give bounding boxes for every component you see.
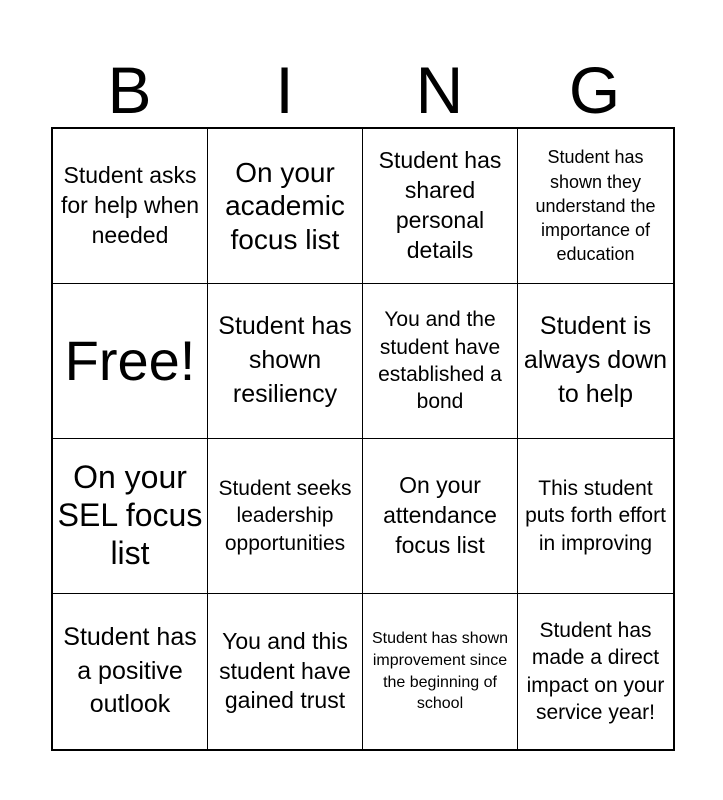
bingo-cell[interactable] <box>208 594 363 749</box>
bingo-cell[interactable] <box>53 594 208 749</box>
header-letter-i: I <box>275 53 294 127</box>
header-letter-n: N <box>415 53 464 127</box>
bingo-cell[interactable] <box>208 284 363 439</box>
bingo-cell[interactable] <box>53 439 208 594</box>
cell-text: Student has shown resiliency <box>218 312 352 408</box>
cell-text: Student asks for help when needed <box>60 162 200 248</box>
bingo-header <box>52 52 672 128</box>
bingo-cell[interactable] <box>363 284 518 439</box>
cell-text: Student has made a direct impact on your service year! <box>526 618 665 724</box>
cell-text: Student has shown they understand the importance of education <box>535 147 656 265</box>
cell-text: On your academic focus list <box>225 156 345 255</box>
bingo-cell[interactable] <box>518 439 673 594</box>
bingo-cell[interactable] <box>518 129 673 284</box>
bingo-cell[interactable] <box>208 439 363 594</box>
free-cell[interactable] <box>53 284 208 439</box>
cell-text: Student seeks leadership opportunities <box>218 477 352 555</box>
header-letter-b: B <box>107 53 152 127</box>
bingo-cell[interactable] <box>53 129 208 284</box>
cell-text: Student has shared personal details <box>378 147 502 263</box>
header-letter-g: G <box>568 53 621 127</box>
cell-text: Student has a positive outlook <box>63 622 197 719</box>
cell-text: This student puts forth effort in improving <box>525 477 666 555</box>
bingo-cell[interactable] <box>363 129 518 284</box>
bingo-grid <box>51 127 675 751</box>
bingo-cell[interactable] <box>518 284 673 439</box>
bingo-cell[interactable] <box>363 594 518 749</box>
bingo-cell[interactable] <box>518 594 673 749</box>
cell-text: Student is always down to help <box>523 312 668 408</box>
cell-text: You and this student have gained trust <box>219 627 351 714</box>
bingo-cell[interactable] <box>363 439 518 594</box>
cell-text: On your SEL focus list <box>57 459 203 571</box>
cell-text: On your attendance focus list <box>383 472 497 558</box>
cell-text: Free! <box>64 329 196 393</box>
cell-text: You and the student have established a bond <box>378 308 502 414</box>
cell-text: Student has shown improvement since the beginning of school <box>371 630 509 713</box>
bingo-cell[interactable] <box>208 129 363 284</box>
